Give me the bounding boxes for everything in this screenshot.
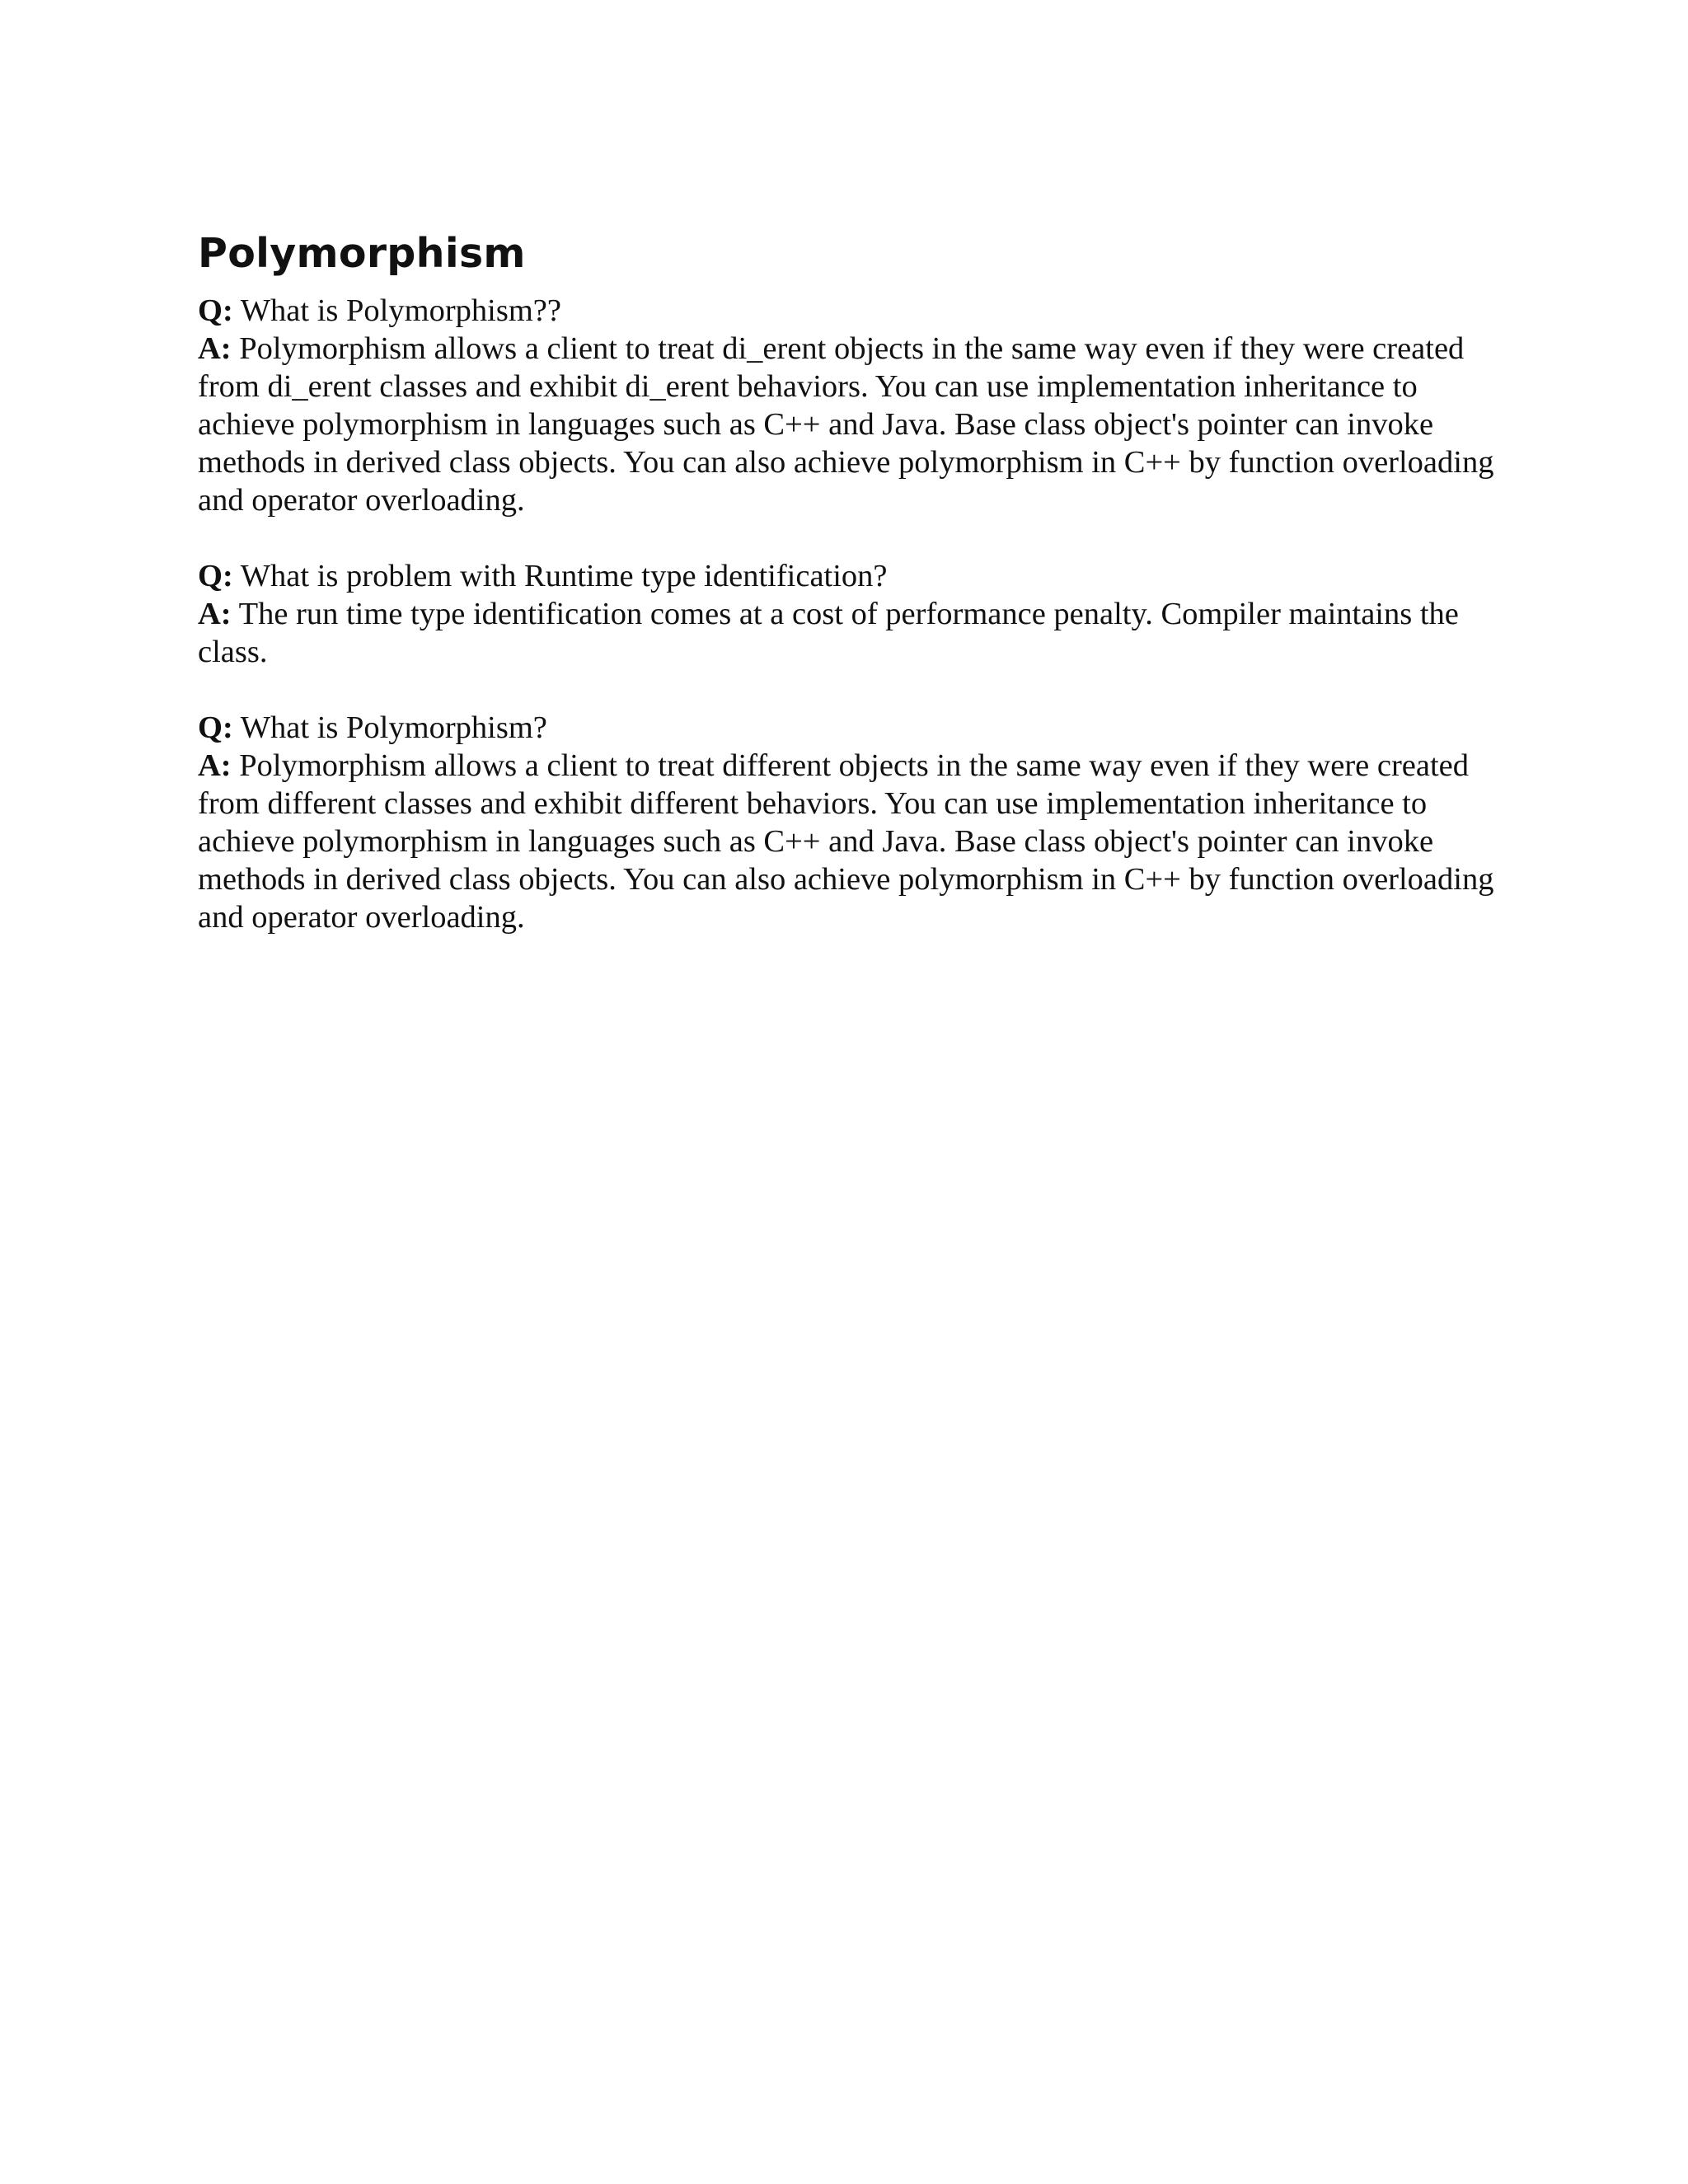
- question-text: What is problem with Runtime type identification?: [240, 559, 888, 593]
- page-title: Polymorphism: [198, 230, 526, 277]
- question-line: [198, 557, 1500, 595]
- answer-marker: A:: [198, 331, 232, 366]
- answer-line: [198, 747, 1500, 936]
- question-text: What is Polymorphism?: [240, 710, 547, 745]
- question-line: [198, 292, 1500, 330]
- qa-item: [198, 292, 1500, 519]
- answer-line: [198, 330, 1500, 519]
- answer-text: The run time type identification comes at a cost of performance penalty. Compiler maintains the class.: [198, 597, 1459, 669]
- answer-line: [198, 595, 1500, 671]
- question-marker: Q:: [198, 710, 233, 745]
- qa-item: [198, 557, 1500, 671]
- question-marker: Q:: [198, 559, 233, 593]
- question-marker: Q:: [198, 293, 233, 328]
- qa-item: [198, 709, 1500, 936]
- answer-text: Polymorphism allows a client to treat different objects in the same way even if they were created from different classes and exhibit different behaviors. You can use implementation inheritance to achieve polymorphism in languages such as C++ and Java. Base class object's pointer can invoke methods in derived class objects. You can also achieve polymorphism in C++ by function overloading and operator overloading.: [198, 748, 1494, 935]
- answer-marker: A:: [198, 748, 232, 783]
- answer-marker: A:: [198, 597, 232, 631]
- document-content: [198, 227, 1500, 974]
- answer-text: Polymorphism allows a client to treat di_erent objects in the same way even if they were created from di_erent classes and exhibit di_erent behaviors. You can use implementation inheritance to achieve polymorphism in languages such as C++ and Java. Base class object's pointer can invoke methods in derived class objects. You can also achieve polymorphism in C++ by function overloading and operator overloading.: [198, 331, 1494, 518]
- question-line: [198, 709, 1500, 747]
- question-text: What is Polymorphism??: [240, 293, 561, 328]
